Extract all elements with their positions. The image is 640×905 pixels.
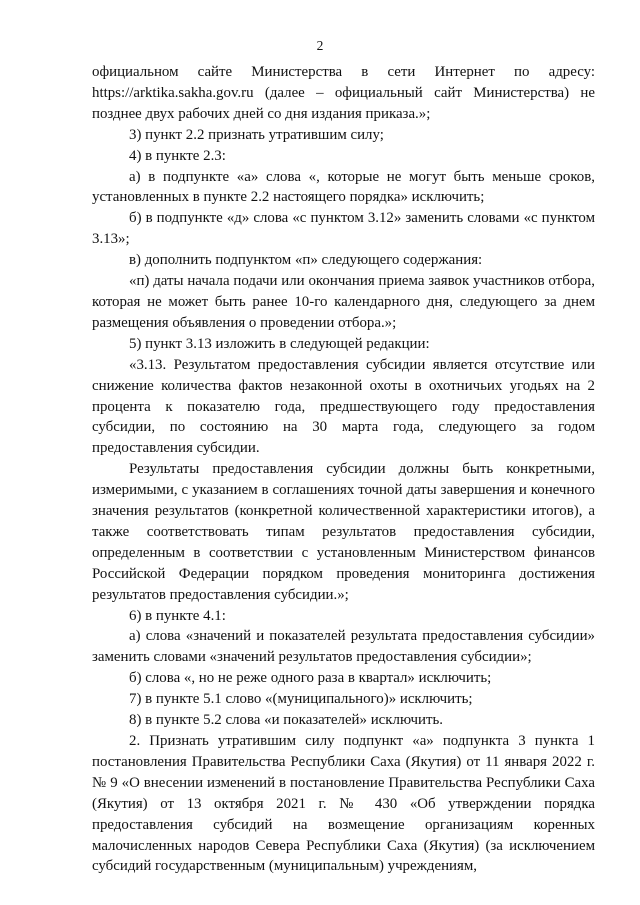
document-body	[92, 62, 595, 877]
paragraph: 5) пункт 3.13 изложить в следующей редакции:	[129, 335, 430, 352]
paragraph: б) в подпункте «д» слова «с пунктом 3.12» заменить словами «с пунктом 3.13»;	[92, 210, 595, 248]
page-number: 2	[316, 38, 324, 53]
paragraph: а) в подпункте «а» слова «, которые не могут быть меньше сроков, установленных в пункте 2.2 настоящего порядка» исключить;	[92, 168, 595, 206]
paragraph: официальном сайте Министерства в сети Интернет по адресу: https://arktika.sakha.gov.ru (далее – официальный сайт Министерства) не позднее двух рабочих дней со дня издания приказа.»;	[92, 64, 595, 122]
paragraph: 7) в пункте 5.1 слово «(муниципального)» исключить;	[129, 691, 473, 708]
paragraph: 3) пункт 2.2 признать утратившим силу;	[129, 126, 384, 143]
paragraph: 6) в пункте 4.1:	[129, 607, 226, 624]
paragraph: «3.13. Результатом предоставления субсидии является отсутствие или снижение количества фактов незаконной охоты в охотничьих угодьях на 2 процента к показателю года, предшествующего году предоставления субсидии, по состоянию на 30 марта года, следующего за годом предоставления субсидии.	[92, 356, 595, 457]
paragraph: в) дополнить подпунктом «п» следующего содержания:	[129, 252, 483, 269]
paragraph: «п) даты начала подачи или окончания приема заявок участников отбора, которая не может быть ранее 10-го календарного дня, следующего за днем размещения объявления о проведении отбора.»;	[92, 273, 595, 331]
paragraph: 8) в пункте 5.2 слова «и показателей» исключить.	[129, 712, 443, 729]
paragraph: а) слова «значений и показателей результата предоставления субсидии» заменить словами «значений результатов предоставления субсидии»;	[92, 628, 595, 666]
paragraph: 2. Признать утратившим силу подпункт «а» подпункта 3 пункта 1 постановления Правительства Республики Саха (Якутия) от 11 января 2022 г. № 9 «О внесении изменений в постановление Правительства Республики Саха (Якутия) от 13 октября 2021 г. № 430 «Об утверждении порядка предоставления субсидий на возмещение организациям коренных малочисленных народов Севера Республики Саха (Якутия) (за исключением субсидий государственным (муниципальным) учреждениям,	[92, 733, 595, 875]
paragraph: 4) в пункте 2.3:	[129, 147, 226, 164]
paragraph: б) слова «, но не реже одного раза в квартал» исключить;	[129, 670, 492, 687]
paragraph: Результаты предоставления субсидии должны быть конкретными, измеримыми, с указанием в соглашениях точной даты завершения и конечного значения результатов (конкретной количественной характеристики итогов), а также соответствовать типам результатов предоставления субсидии, определенным в соответствии с установленным Министерством финансов Российской Федерации порядком проведения мониторинга достижения результатов предоставления субсидии.»;	[92, 461, 595, 603]
